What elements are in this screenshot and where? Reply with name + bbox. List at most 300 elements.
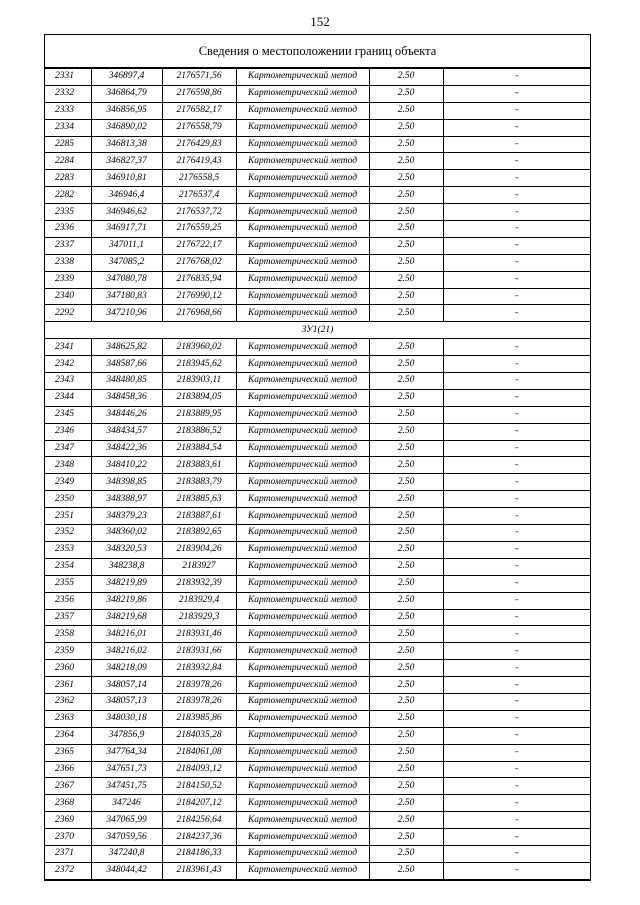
page-number: 152 bbox=[310, 14, 330, 29]
cell-accuracy: 2.50 bbox=[369, 541, 443, 558]
cell-x: 346827,37 bbox=[91, 153, 162, 170]
cell-y: 2184093,12 bbox=[162, 761, 236, 778]
cell-x: 348218,09 bbox=[91, 660, 162, 677]
cell-method: Картометрический метод bbox=[236, 474, 369, 491]
cell-y: 2183889,95 bbox=[162, 406, 236, 423]
table-row bbox=[45, 558, 590, 575]
table-row bbox=[45, 389, 590, 406]
cell-accuracy: 2.50 bbox=[369, 693, 443, 710]
cell-x: 348410,22 bbox=[91, 457, 162, 474]
table-row bbox=[45, 271, 590, 288]
cell-description: - bbox=[443, 339, 590, 356]
cell-x: 346910,81 bbox=[91, 170, 162, 187]
cell-x: 346856,95 bbox=[91, 102, 162, 119]
cell-method: Картометрический метод bbox=[236, 406, 369, 423]
cell-number: 2349 bbox=[45, 474, 91, 491]
table-row bbox=[45, 102, 590, 119]
cell-method: Картометрический метод bbox=[236, 508, 369, 525]
cell-method: Картометрический метод bbox=[236, 423, 369, 440]
cell-number: 2345 bbox=[45, 406, 91, 423]
cell-x: 346917,71 bbox=[91, 221, 162, 238]
cell-method: Картометрический метод bbox=[236, 710, 369, 727]
table-row bbox=[45, 525, 590, 542]
cell-accuracy: 2.50 bbox=[369, 677, 443, 694]
cell-y: 2183931,46 bbox=[162, 626, 236, 643]
cell-description: - bbox=[443, 609, 590, 626]
cell-description: - bbox=[443, 643, 590, 660]
cell-method: Картометрический метод bbox=[236, 525, 369, 542]
cell-accuracy: 2.50 bbox=[369, 491, 443, 508]
cell-description: - bbox=[443, 795, 590, 812]
cell-description: - bbox=[443, 204, 590, 221]
table-row bbox=[45, 254, 590, 271]
cell-accuracy: 2.50 bbox=[369, 440, 443, 457]
cell-y: 2183892,65 bbox=[162, 525, 236, 542]
cell-accuracy: 2.50 bbox=[369, 170, 443, 187]
cell-method: Картометрический метод bbox=[236, 389, 369, 406]
cell-y: 2183883,61 bbox=[162, 457, 236, 474]
cell-number: 2333 bbox=[45, 102, 91, 119]
cell-method: Картометрический метод bbox=[236, 440, 369, 457]
cell-y: 2183978,26 bbox=[162, 677, 236, 694]
cell-method: Картометрический метод bbox=[236, 373, 369, 390]
table-row bbox=[45, 727, 590, 744]
cell-description: - bbox=[443, 440, 590, 457]
cell-y: 2183932,84 bbox=[162, 660, 236, 677]
table-row bbox=[45, 305, 590, 322]
cell-accuracy: 2.50 bbox=[369, 136, 443, 153]
cell-y: 2183927 bbox=[162, 558, 236, 575]
table-row bbox=[45, 845, 590, 862]
cell-method: Картометрический метод bbox=[236, 778, 369, 795]
cell-accuracy: 2.50 bbox=[369, 85, 443, 102]
cell-description: - bbox=[443, 221, 590, 238]
table-row bbox=[45, 508, 590, 525]
cell-y: 2176722,17 bbox=[162, 237, 236, 254]
cell-x: 348434,57 bbox=[91, 423, 162, 440]
cell-method: Картометрический метод bbox=[236, 170, 369, 187]
coordinates-table-frame bbox=[44, 34, 591, 881]
table-row bbox=[45, 575, 590, 592]
cell-y: 2176429,83 bbox=[162, 136, 236, 153]
cell-number: 2332 bbox=[45, 85, 91, 102]
cell-number: 2355 bbox=[45, 575, 91, 592]
cell-description: - bbox=[443, 778, 590, 795]
cell-description: - bbox=[443, 845, 590, 862]
cell-method: Картометрический метод bbox=[236, 102, 369, 119]
cell-accuracy: 2.50 bbox=[369, 862, 443, 879]
cell-accuracy: 2.50 bbox=[369, 845, 443, 862]
cell-accuracy: 2.50 bbox=[369, 778, 443, 795]
cell-method: Картометрический метод bbox=[236, 812, 369, 829]
cell-x: 347059,56 bbox=[91, 829, 162, 846]
cell-description: - bbox=[443, 693, 590, 710]
cell-description: - bbox=[443, 677, 590, 694]
table-row bbox=[45, 187, 590, 204]
cell-number: 2371 bbox=[45, 845, 91, 862]
table-row bbox=[45, 677, 590, 694]
cell-y: 2184150,52 bbox=[162, 778, 236, 795]
cell-x: 348219,89 bbox=[91, 575, 162, 592]
cell-y: 2184061,08 bbox=[162, 744, 236, 761]
cell-x: 348057,14 bbox=[91, 677, 162, 694]
table-row bbox=[45, 761, 590, 778]
cell-description: - bbox=[443, 373, 590, 390]
cell-number: 2353 bbox=[45, 541, 91, 558]
table-row bbox=[45, 85, 590, 102]
cell-x: 347011,1 bbox=[91, 237, 162, 254]
cell-method: Картометрический метод bbox=[236, 221, 369, 238]
cell-accuracy: 2.50 bbox=[369, 643, 443, 660]
cell-number: 2339 bbox=[45, 271, 91, 288]
cell-y: 2176559,25 bbox=[162, 221, 236, 238]
cell-description: - bbox=[443, 541, 590, 558]
cell-description: - bbox=[443, 119, 590, 136]
cell-number: 2342 bbox=[45, 356, 91, 373]
cell-method: Картометрический метод bbox=[236, 609, 369, 626]
cell-description: - bbox=[443, 660, 590, 677]
cell-method: Картометрический метод bbox=[236, 575, 369, 592]
cell-y: 2184035,28 bbox=[162, 727, 236, 744]
table-row bbox=[45, 812, 590, 829]
cell-y: 2176582,17 bbox=[162, 102, 236, 119]
cell-number: 2367 bbox=[45, 778, 91, 795]
table-row bbox=[45, 829, 590, 846]
cell-x: 348360,02 bbox=[91, 525, 162, 542]
section-row-group bbox=[45, 322, 590, 339]
table-row bbox=[45, 69, 590, 86]
cell-y: 2183978,26 bbox=[162, 693, 236, 710]
table-row bbox=[45, 457, 590, 474]
cell-accuracy: 2.50 bbox=[369, 812, 443, 829]
cell-x: 348446,26 bbox=[91, 406, 162, 423]
cell-description: - bbox=[443, 744, 590, 761]
table-row bbox=[45, 592, 590, 609]
table-row bbox=[45, 693, 590, 710]
cell-x: 348219,86 bbox=[91, 592, 162, 609]
cell-method: Картометрический метод bbox=[236, 845, 369, 862]
cell-accuracy: 2.50 bbox=[369, 339, 443, 356]
cell-accuracy: 2.50 bbox=[369, 305, 443, 322]
cell-x: 348057,13 bbox=[91, 693, 162, 710]
cell-description: - bbox=[443, 389, 590, 406]
cell-accuracy: 2.50 bbox=[369, 102, 443, 119]
cell-description: - bbox=[443, 102, 590, 119]
cell-description: - bbox=[443, 170, 590, 187]
cell-x: 347065,99 bbox=[91, 812, 162, 829]
cell-number: 2340 bbox=[45, 288, 91, 305]
cell-description: - bbox=[443, 761, 590, 778]
cell-description: - bbox=[443, 727, 590, 744]
cell-x: 347246 bbox=[91, 795, 162, 812]
cell-description: - bbox=[443, 474, 590, 491]
cell-method: Картометрический метод bbox=[236, 643, 369, 660]
cell-y: 2184237,36 bbox=[162, 829, 236, 846]
cell-accuracy: 2.50 bbox=[369, 829, 443, 846]
cell-x: 347085,2 bbox=[91, 254, 162, 271]
cell-x: 347651,73 bbox=[91, 761, 162, 778]
cell-x: 346897,4 bbox=[91, 69, 162, 86]
cell-x: 347180,83 bbox=[91, 288, 162, 305]
cell-x: 346946,62 bbox=[91, 204, 162, 221]
cell-number: 2366 bbox=[45, 761, 91, 778]
cell-accuracy: 2.50 bbox=[369, 592, 443, 609]
cell-method: Картометрический метод bbox=[236, 660, 369, 677]
table-row bbox=[45, 440, 590, 457]
cell-method: Картометрический метод bbox=[236, 795, 369, 812]
cell-number: 2336 bbox=[45, 221, 91, 238]
cell-method: Картометрический метод bbox=[236, 727, 369, 744]
cell-description: - bbox=[443, 626, 590, 643]
cell-method: Картометрический метод bbox=[236, 136, 369, 153]
cell-number: 2363 bbox=[45, 710, 91, 727]
cell-y: 2176571,56 bbox=[162, 69, 236, 86]
cell-accuracy: 2.50 bbox=[369, 153, 443, 170]
cell-x: 347080,78 bbox=[91, 271, 162, 288]
cell-y: 2176537,4 bbox=[162, 187, 236, 204]
cell-number: 2362 bbox=[45, 693, 91, 710]
cell-number: 2354 bbox=[45, 558, 91, 575]
cell-method: Картометрический метод bbox=[236, 491, 369, 508]
cell-y: 2176968,66 bbox=[162, 305, 236, 322]
cell-description: - bbox=[443, 153, 590, 170]
cell-x: 348238,8 bbox=[91, 558, 162, 575]
cell-x: 347210,96 bbox=[91, 305, 162, 322]
cell-description: - bbox=[443, 254, 590, 271]
cell-y: 2183961,43 bbox=[162, 862, 236, 879]
cell-number: 2346 bbox=[45, 423, 91, 440]
cell-y: 2176835,94 bbox=[162, 271, 236, 288]
cell-y: 2183887,61 bbox=[162, 508, 236, 525]
cell-method: Картометрический метод bbox=[236, 677, 369, 694]
cell-y: 2183885,63 bbox=[162, 491, 236, 508]
cell-x: 346864,79 bbox=[91, 85, 162, 102]
table-row bbox=[45, 541, 590, 558]
cell-x: 348398,85 bbox=[91, 474, 162, 491]
cell-number: 2285 bbox=[45, 136, 91, 153]
table-row bbox=[45, 710, 590, 727]
table-row bbox=[45, 491, 590, 508]
table-row bbox=[45, 609, 590, 626]
cell-method: Картометрический метод bbox=[236, 356, 369, 373]
cell-method: Картометрический метод bbox=[236, 288, 369, 305]
cell-description: - bbox=[443, 812, 590, 829]
cell-accuracy: 2.50 bbox=[369, 626, 443, 643]
cell-number: 2348 bbox=[45, 457, 91, 474]
cell-y: 2183883,79 bbox=[162, 474, 236, 491]
cell-description: - bbox=[443, 136, 590, 153]
section-label: ЗУ1(21) bbox=[45, 322, 590, 339]
table-row bbox=[45, 474, 590, 491]
cell-number: 2365 bbox=[45, 744, 91, 761]
cell-description: - bbox=[443, 423, 590, 440]
cell-x: 348216,01 bbox=[91, 626, 162, 643]
cell-y: 2176990,12 bbox=[162, 288, 236, 305]
cell-number: 2350 bbox=[45, 491, 91, 508]
cell-number: 2364 bbox=[45, 727, 91, 744]
cell-description: - bbox=[443, 305, 590, 322]
cell-description: - bbox=[443, 710, 590, 727]
cell-y: 2183886,52 bbox=[162, 423, 236, 440]
cell-x: 348422,36 bbox=[91, 440, 162, 457]
cell-description: - bbox=[443, 862, 590, 879]
table-row bbox=[45, 626, 590, 643]
cell-description: - bbox=[443, 491, 590, 508]
cell-accuracy: 2.50 bbox=[369, 558, 443, 575]
cell-number: 2343 bbox=[45, 373, 91, 390]
cell-y: 2183894,05 bbox=[162, 389, 236, 406]
cell-accuracy: 2.50 bbox=[369, 727, 443, 744]
cell-y: 2183960,02 bbox=[162, 339, 236, 356]
cell-description: - bbox=[443, 69, 590, 86]
cell-y: 2176537,72 bbox=[162, 204, 236, 221]
cell-x: 348388,97 bbox=[91, 491, 162, 508]
section-row bbox=[45, 322, 590, 339]
cell-accuracy: 2.50 bbox=[369, 204, 443, 221]
cell-y: 2183884,54 bbox=[162, 440, 236, 457]
cell-method: Картометрический метод bbox=[236, 558, 369, 575]
cell-number: 2360 bbox=[45, 660, 91, 677]
cell-x: 347240,8 bbox=[91, 845, 162, 862]
cell-x: 348044,42 bbox=[91, 862, 162, 879]
cell-description: - bbox=[443, 508, 590, 525]
cell-accuracy: 2.50 bbox=[369, 389, 443, 406]
cell-x: 348458,36 bbox=[91, 389, 162, 406]
cell-number: 2359 bbox=[45, 643, 91, 660]
cell-x: 347764,34 bbox=[91, 744, 162, 761]
table-row bbox=[45, 170, 590, 187]
table-row bbox=[45, 643, 590, 660]
cell-y: 2183985,86 bbox=[162, 710, 236, 727]
table-row bbox=[45, 356, 590, 373]
cell-accuracy: 2.50 bbox=[369, 525, 443, 542]
cell-y: 2183945,62 bbox=[162, 356, 236, 373]
cell-accuracy: 2.50 bbox=[369, 508, 443, 525]
cell-description: - bbox=[443, 592, 590, 609]
cell-accuracy: 2.50 bbox=[369, 457, 443, 474]
cell-method: Картометрический метод bbox=[236, 85, 369, 102]
cell-accuracy: 2.50 bbox=[369, 474, 443, 491]
cell-y: 2184256,64 bbox=[162, 812, 236, 829]
cell-y: 2176768,02 bbox=[162, 254, 236, 271]
cell-number: 2347 bbox=[45, 440, 91, 457]
cell-method: Картометрический метод bbox=[236, 204, 369, 221]
cell-accuracy: 2.50 bbox=[369, 271, 443, 288]
cell-accuracy: 2.50 bbox=[369, 406, 443, 423]
cell-method: Картометрический метод bbox=[236, 271, 369, 288]
table-body-bottom bbox=[45, 339, 590, 880]
cell-x: 348030,18 bbox=[91, 710, 162, 727]
cell-x: 348480,85 bbox=[91, 373, 162, 390]
cell-number: 2361 bbox=[45, 677, 91, 694]
table-row bbox=[45, 204, 590, 221]
cell-number: 2370 bbox=[45, 829, 91, 846]
cell-y: 2183929,4 bbox=[162, 592, 236, 609]
cell-method: Картометрический метод bbox=[236, 829, 369, 846]
table-row bbox=[45, 406, 590, 423]
table-row bbox=[45, 795, 590, 812]
table-row bbox=[45, 423, 590, 440]
cell-number: 2372 bbox=[45, 862, 91, 879]
cell-method: Картометрический метод bbox=[236, 339, 369, 356]
table-heading: Сведения о местоположении границ объекта bbox=[45, 35, 590, 68]
cell-x: 346946,4 bbox=[91, 187, 162, 204]
cell-method: Картометрический метод bbox=[236, 305, 369, 322]
cell-number: 2352 bbox=[45, 525, 91, 542]
cell-description: - bbox=[443, 85, 590, 102]
cell-description: - bbox=[443, 829, 590, 846]
cell-method: Картометрический метод bbox=[236, 541, 369, 558]
cell-y: 2176598,86 bbox=[162, 85, 236, 102]
cell-number: 2358 bbox=[45, 626, 91, 643]
cell-accuracy: 2.50 bbox=[369, 710, 443, 727]
cell-number: 2283 bbox=[45, 170, 91, 187]
cell-method: Картометрический метод bbox=[236, 119, 369, 136]
coordinates-table bbox=[45, 68, 590, 880]
cell-x: 346813,38 bbox=[91, 136, 162, 153]
cell-x: 346890,02 bbox=[91, 119, 162, 136]
cell-description: - bbox=[443, 575, 590, 592]
cell-x: 348587,66 bbox=[91, 356, 162, 373]
cell-accuracy: 2.50 bbox=[369, 187, 443, 204]
cell-number: 2334 bbox=[45, 119, 91, 136]
cell-number: 2356 bbox=[45, 592, 91, 609]
cell-accuracy: 2.50 bbox=[369, 609, 443, 626]
cell-method: Картометрический метод bbox=[236, 457, 369, 474]
cell-description: - bbox=[443, 558, 590, 575]
table-body-top bbox=[45, 69, 590, 322]
cell-y: 2184207,12 bbox=[162, 795, 236, 812]
table-row bbox=[45, 153, 590, 170]
cell-accuracy: 2.50 bbox=[369, 660, 443, 677]
table-row bbox=[45, 744, 590, 761]
cell-method: Картометрический метод bbox=[236, 237, 369, 254]
cell-method: Картометрический метод bbox=[236, 69, 369, 86]
cell-accuracy: 2.50 bbox=[369, 761, 443, 778]
cell-description: - bbox=[443, 187, 590, 204]
cell-x: 347451,75 bbox=[91, 778, 162, 795]
cell-x: 348320,53 bbox=[91, 541, 162, 558]
cell-accuracy: 2.50 bbox=[369, 221, 443, 238]
cell-accuracy: 2.50 bbox=[369, 795, 443, 812]
cell-method: Картометрический метод bbox=[236, 626, 369, 643]
cell-method: Картометрический метод bbox=[236, 693, 369, 710]
cell-y: 2183904,26 bbox=[162, 541, 236, 558]
cell-description: - bbox=[443, 406, 590, 423]
table-row bbox=[45, 237, 590, 254]
cell-method: Картометрический метод bbox=[236, 862, 369, 879]
cell-method: Картометрический метод bbox=[236, 744, 369, 761]
cell-accuracy: 2.50 bbox=[369, 356, 443, 373]
cell-number: 2369 bbox=[45, 812, 91, 829]
cell-x: 347856,9 bbox=[91, 727, 162, 744]
cell-method: Картометрический метод bbox=[236, 187, 369, 204]
cell-y: 2183932,39 bbox=[162, 575, 236, 592]
cell-description: - bbox=[443, 525, 590, 542]
cell-accuracy: 2.50 bbox=[369, 373, 443, 390]
cell-number: 2282 bbox=[45, 187, 91, 204]
cell-number: 2357 bbox=[45, 609, 91, 626]
cell-accuracy: 2.50 bbox=[369, 744, 443, 761]
cell-y: 2184186,33 bbox=[162, 845, 236, 862]
cell-number: 2335 bbox=[45, 204, 91, 221]
cell-y: 2176558,5 bbox=[162, 170, 236, 187]
cell-accuracy: 2.50 bbox=[369, 288, 443, 305]
cell-description: - bbox=[443, 356, 590, 373]
table-row bbox=[45, 119, 590, 136]
cell-description: - bbox=[443, 457, 590, 474]
table-row bbox=[45, 221, 590, 238]
